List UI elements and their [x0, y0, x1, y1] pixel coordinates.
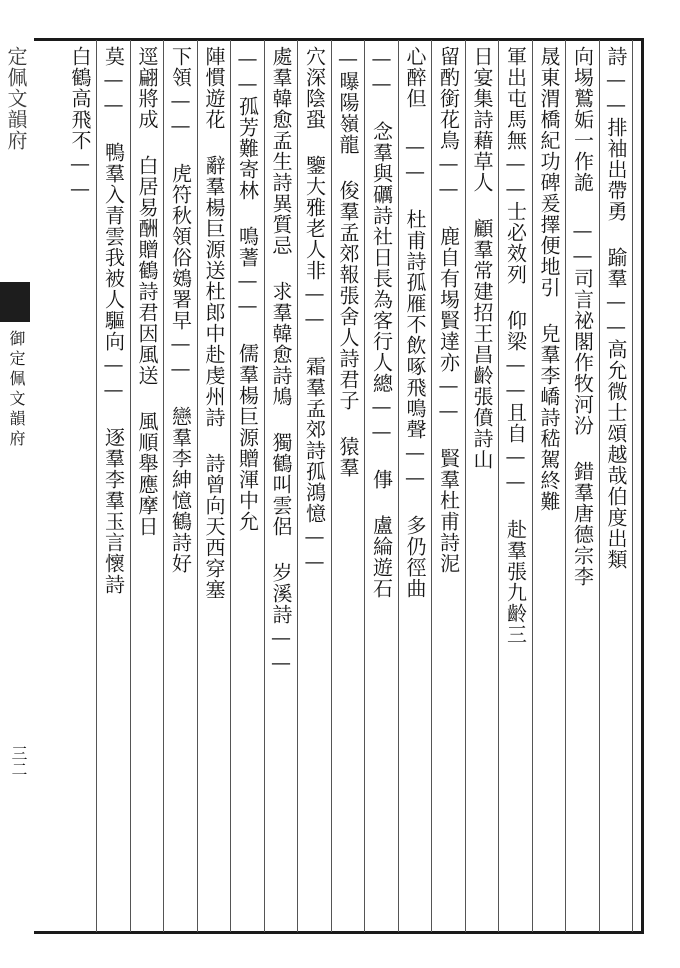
column-rule — [599, 40, 600, 932]
column-rule — [230, 40, 231, 932]
column-rule — [197, 40, 198, 932]
margin-fragment: 定佩文韻府 — [4, 46, 28, 151]
column-rule — [532, 40, 533, 932]
text-column: 莫—— 鴨羣入青雲我被人驅向—— 逐羣李羣玉言懷詩 — [101, 46, 126, 595]
column-rule — [130, 40, 131, 932]
text-column: ——孤芳難寄林 鳴蓍—— 儒羣楊巨源贈渾中允 — [235, 46, 260, 532]
column-rule — [264, 40, 265, 932]
column-rule — [96, 40, 97, 932]
frame-bottom-border — [34, 931, 644, 934]
cropped-margin-strip — [0, 40, 30, 310]
text-column: 白鶴高飛不—— — [68, 46, 92, 201]
spine-title: 御定佩文韻府 — [7, 330, 26, 450]
text-column: 日宴集詩藉草人 顧羣常建招王昌齡張僨詩山 — [470, 46, 494, 470]
column-rule — [565, 40, 566, 932]
folio-number: 三二 — [9, 745, 28, 777]
frame-top-border — [34, 38, 642, 41]
column-rule — [498, 40, 499, 932]
text-column: 下領—— 虎符秋領俗鴳署早—— 戀羣李紳憶鶴詩好 — [168, 46, 193, 574]
text-column: 向埸鷲姤一作詭 ——司言祕閣作牧河汾 錯羣唐德宗李 — [570, 46, 595, 587]
column-rule — [632, 40, 633, 932]
text-column: —曝陽嶺龍 俊羣孟郊報張舍人詩君子 猿羣 — [336, 46, 360, 478]
text-column: 逕翩將成 白居易酬贈鶴詩君因風送 風順舉應摩日 — [135, 46, 159, 537]
text-column: —— 念羣與礪詩社日長為客行人總—— 倳 盧綸遊石 — [369, 46, 394, 599]
column-rule — [398, 40, 399, 932]
text-column: 陣慣遊花 辭羣楊巨源送杜郎中赴虔州詩 詩曾向天西穿塞 — [202, 46, 226, 600]
column-rule — [364, 40, 365, 932]
column-rule — [163, 40, 164, 932]
text-column: 晟東渭橋紀功碑爰擇便地引 皃羣李嶠詩嵇駕終難 — [537, 46, 561, 512]
fish-tail-mark — [0, 282, 30, 322]
column-rule — [331, 40, 332, 932]
text-column: 心醉但 —— 杜甫詩孤雁不飲啄飛鳴聲—— 多仍徑曲 — [403, 46, 427, 599]
text-column: 處羣韓愈孟生詩異質忌 求羣韓愈詩鳩 獨鶴叫雲侶 岁溪詩—— — [269, 46, 293, 675]
text-column: 留酌銜花鳥—— 鹿自有埸賢達亦—— 賢羣杜甫詩泥 — [436, 46, 461, 574]
column-rule — [431, 40, 432, 932]
text-column: 軍出屯馬無——士必效列 仰梁——且自—— 赴羣張九齡三 — [503, 46, 528, 645]
column-rule — [297, 40, 298, 932]
frame-right-border — [641, 38, 644, 933]
text-column: 詩——排袖出帶勇 踰羣——高允微士頌越哉伯度出類 — [604, 46, 628, 570]
column-rule — [465, 40, 466, 932]
text-column: 穴深陰蛩 鑒大雅老人非—— 霜羣孟郊詩孤鴻憶—— — [302, 46, 327, 574]
